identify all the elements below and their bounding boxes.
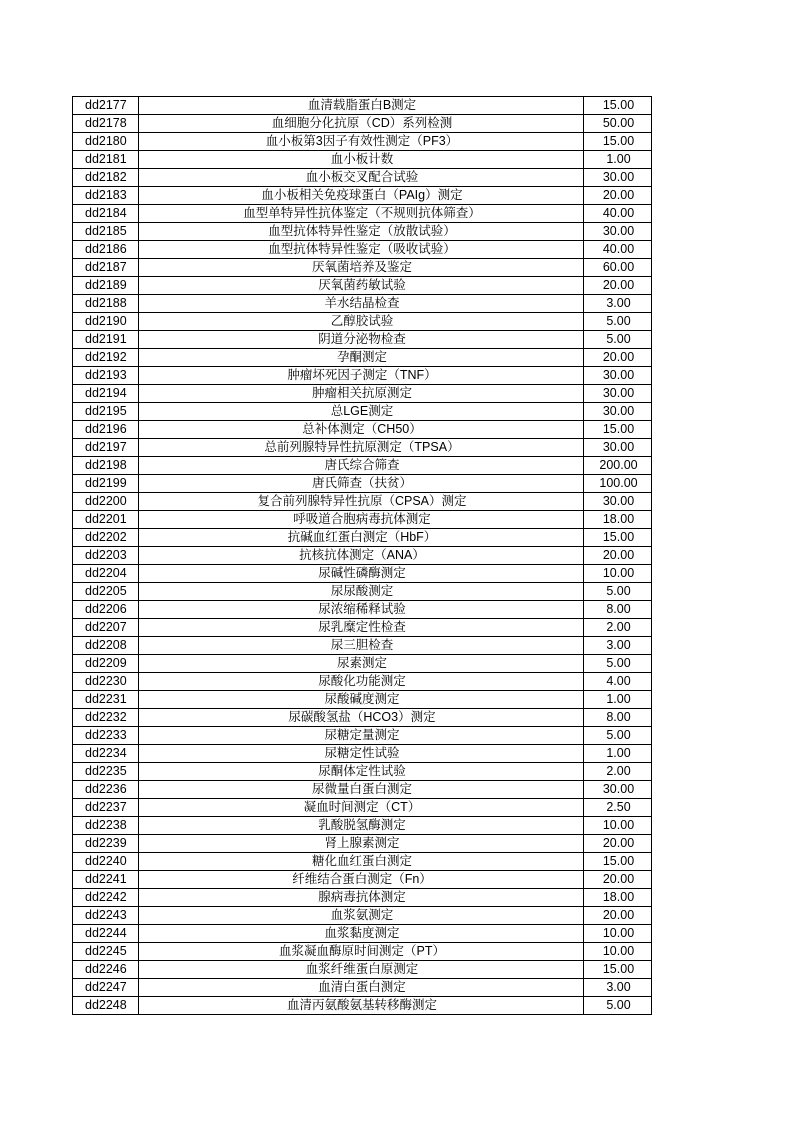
item-code-cell: dd2186: [73, 241, 139, 259]
item-price-cell: 10.00: [584, 925, 652, 943]
table-row: [73, 259, 652, 277]
item-code-cell: dd2199: [73, 475, 139, 493]
table-row: [73, 457, 652, 475]
table-row: [73, 421, 652, 439]
table-row: [73, 691, 652, 709]
item-code-cell: dd2244: [73, 925, 139, 943]
item-price-cell: 20.00: [584, 907, 652, 925]
item-name-cell: 厌氧菌培养及鉴定: [139, 259, 584, 277]
table-row: [73, 871, 652, 889]
item-name-cell: 凝血时间测定（CT）: [139, 799, 584, 817]
table-row: [73, 907, 652, 925]
table-row: [73, 367, 652, 385]
item-name-cell: 尿酮体定性试验: [139, 763, 584, 781]
item-code-cell: dd2237: [73, 799, 139, 817]
item-name-cell: 血浆黏度测定: [139, 925, 584, 943]
item-name-cell: 血小板相关免疫球蛋白（PAIg）测定: [139, 187, 584, 205]
table-row: [73, 403, 652, 421]
table-row: [73, 727, 652, 745]
item-name-cell: 肿瘤坏死因子测定（TNF）: [139, 367, 584, 385]
item-name-cell: 阴道分泌物检查: [139, 331, 584, 349]
table-row: [73, 853, 652, 871]
table-row: [73, 169, 652, 187]
table-row: [73, 835, 652, 853]
table-row: [73, 817, 652, 835]
table-row: [73, 475, 652, 493]
item-code-cell: dd2232: [73, 709, 139, 727]
item-code-cell: dd2191: [73, 331, 139, 349]
item-name-cell: 血浆氨测定: [139, 907, 584, 925]
item-name-cell: 血型单特异性抗体鉴定（不规则抗体筛查）: [139, 205, 584, 223]
item-code-cell: dd2203: [73, 547, 139, 565]
item-price-cell: 60.00: [584, 259, 652, 277]
item-name-cell: 血细胞分化抗原（CD）系列检测: [139, 115, 584, 133]
item-price-cell: 20.00: [584, 187, 652, 205]
table-row: [73, 205, 652, 223]
item-code-cell: dd2195: [73, 403, 139, 421]
item-price-cell: 5.00: [584, 727, 652, 745]
item-name-cell: 血小板交叉配合试验: [139, 169, 584, 187]
item-name-cell: 纤维结合蛋白测定（Fn）: [139, 871, 584, 889]
item-name-cell: 血小板第3因子有效性测定（PF3）: [139, 133, 584, 151]
item-price-cell: 15.00: [584, 97, 652, 115]
item-price-cell: 30.00: [584, 223, 652, 241]
fee-table: [72, 96, 652, 1015]
item-code-cell: dd2190: [73, 313, 139, 331]
item-price-cell: 3.00: [584, 637, 652, 655]
item-price-cell: 30.00: [584, 493, 652, 511]
item-code-cell: dd2177: [73, 97, 139, 115]
table-row: [73, 295, 652, 313]
item-name-cell: 血小板计数: [139, 151, 584, 169]
item-name-cell: 糖化血红蛋白测定: [139, 853, 584, 871]
item-price-cell: 30.00: [584, 367, 652, 385]
item-price-cell: 30.00: [584, 403, 652, 421]
item-code-cell: dd2181: [73, 151, 139, 169]
item-name-cell: 血清载脂蛋白B测定: [139, 97, 584, 115]
item-code-cell: dd2235: [73, 763, 139, 781]
table-row: [73, 223, 652, 241]
table-row: [73, 331, 652, 349]
table-row: [73, 493, 652, 511]
item-price-cell: 40.00: [584, 205, 652, 223]
table-row: [73, 763, 652, 781]
item-code-cell: dd2194: [73, 385, 139, 403]
item-name-cell: 尿糖定性试验: [139, 745, 584, 763]
item-price-cell: 18.00: [584, 511, 652, 529]
item-name-cell: 总补体测定（CH50）: [139, 421, 584, 439]
table-row: [73, 601, 652, 619]
item-code-cell: dd2182: [73, 169, 139, 187]
item-code-cell: dd2233: [73, 727, 139, 745]
item-name-cell: 血浆纤维蛋白原测定: [139, 961, 584, 979]
item-price-cell: 5.00: [584, 997, 652, 1015]
item-price-cell: 8.00: [584, 709, 652, 727]
item-name-cell: 尿三胆检查: [139, 637, 584, 655]
table-row: [73, 637, 652, 655]
item-name-cell: 尿素测定: [139, 655, 584, 673]
item-name-cell: 乳酸脱氢酶测定: [139, 817, 584, 835]
item-price-cell: 10.00: [584, 565, 652, 583]
item-price-cell: 1.00: [584, 745, 652, 763]
table-row: [73, 565, 652, 583]
table-row: [73, 529, 652, 547]
item-name-cell: 腺病毒抗体测定: [139, 889, 584, 907]
item-name-cell: 血清白蛋白测定: [139, 979, 584, 997]
item-name-cell: 乙醇胶试验: [139, 313, 584, 331]
item-price-cell: 5.00: [584, 331, 652, 349]
item-price-cell: 5.00: [584, 655, 652, 673]
item-code-cell: dd2196: [73, 421, 139, 439]
item-name-cell: 肾上腺素测定: [139, 835, 584, 853]
item-price-cell: 30.00: [584, 169, 652, 187]
item-price-cell: 1.00: [584, 151, 652, 169]
item-name-cell: 抗碱血红蛋白测定（HbF）: [139, 529, 584, 547]
item-name-cell: 唐氏综合筛查: [139, 457, 584, 475]
item-name-cell: 尿浓缩稀释试验: [139, 601, 584, 619]
item-code-cell: dd2231: [73, 691, 139, 709]
table-row: [73, 133, 652, 151]
item-code-cell: dd2207: [73, 619, 139, 637]
table-row: [73, 241, 652, 259]
item-name-cell: 尿酸碱度测定: [139, 691, 584, 709]
item-price-cell: 20.00: [584, 349, 652, 367]
item-name-cell: 尿乳糜定性检查: [139, 619, 584, 637]
item-name-cell: 血型抗体特异性鉴定（吸收试验）: [139, 241, 584, 259]
item-code-cell: dd2193: [73, 367, 139, 385]
item-price-cell: 100.00: [584, 475, 652, 493]
item-name-cell: 厌氧菌药敏试验: [139, 277, 584, 295]
table-row: [73, 799, 652, 817]
table-row: [73, 583, 652, 601]
table-row: [73, 97, 652, 115]
table-row: [73, 151, 652, 169]
table-row: [73, 781, 652, 799]
table-row: [73, 943, 652, 961]
item-code-cell: dd2205: [73, 583, 139, 601]
item-name-cell: 血型抗体特异性鉴定（放散试验）: [139, 223, 584, 241]
item-code-cell: dd2230: [73, 673, 139, 691]
table-row: [73, 709, 652, 727]
item-code-cell: dd2246: [73, 961, 139, 979]
table-row: [73, 187, 652, 205]
item-code-cell: dd2206: [73, 601, 139, 619]
item-code-cell: dd2189: [73, 277, 139, 295]
table-row: [73, 511, 652, 529]
item-code-cell: dd2239: [73, 835, 139, 853]
item-code-cell: dd2242: [73, 889, 139, 907]
item-code-cell: dd2238: [73, 817, 139, 835]
table-row: [73, 655, 652, 673]
item-price-cell: 15.00: [584, 853, 652, 871]
item-price-cell: 30.00: [584, 385, 652, 403]
item-price-cell: 20.00: [584, 277, 652, 295]
item-price-cell: 40.00: [584, 241, 652, 259]
item-price-cell: 20.00: [584, 871, 652, 889]
item-name-cell: 呼吸道合胞病毒抗体测定: [139, 511, 584, 529]
item-name-cell: 尿酸化功能测定: [139, 673, 584, 691]
item-code-cell: dd2185: [73, 223, 139, 241]
item-code-cell: dd2187: [73, 259, 139, 277]
item-code-cell: dd2201: [73, 511, 139, 529]
item-price-cell: 2.00: [584, 763, 652, 781]
table-row: [73, 349, 652, 367]
item-price-cell: 200.00: [584, 457, 652, 475]
item-name-cell: 肿瘤相关抗原测定: [139, 385, 584, 403]
item-price-cell: 15.00: [584, 961, 652, 979]
table-row: [73, 277, 652, 295]
item-price-cell: 4.00: [584, 673, 652, 691]
item-code-cell: dd2184: [73, 205, 139, 223]
item-code-cell: dd2200: [73, 493, 139, 511]
item-price-cell: 3.00: [584, 979, 652, 997]
item-price-cell: 15.00: [584, 529, 652, 547]
item-price-cell: 5.00: [584, 583, 652, 601]
item-price-cell: 3.00: [584, 295, 652, 313]
item-name-cell: 血清丙氨酸氨基转移酶测定: [139, 997, 584, 1015]
item-name-cell: 血浆凝血酶原时间测定（PT）: [139, 943, 584, 961]
item-price-cell: 20.00: [584, 835, 652, 853]
item-code-cell: dd2180: [73, 133, 139, 151]
item-code-cell: dd2198: [73, 457, 139, 475]
item-price-cell: 18.00: [584, 889, 652, 907]
table-row: [73, 619, 652, 637]
item-code-cell: dd2197: [73, 439, 139, 457]
item-name-cell: 羊水结晶检查: [139, 295, 584, 313]
item-price-cell: 20.00: [584, 547, 652, 565]
table-row: [73, 385, 652, 403]
item-name-cell: 尿糖定量测定: [139, 727, 584, 745]
table-row: [73, 925, 652, 943]
item-code-cell: dd2208: [73, 637, 139, 655]
item-code-cell: dd2245: [73, 943, 139, 961]
item-price-cell: 2.00: [584, 619, 652, 637]
table-row: [73, 439, 652, 457]
item-price-cell: 10.00: [584, 817, 652, 835]
item-price-cell: 15.00: [584, 133, 652, 151]
table-row: [73, 997, 652, 1015]
table-row: [73, 889, 652, 907]
item-name-cell: 总LGE测定: [139, 403, 584, 421]
item-name-cell: 尿微量白蛋白测定: [139, 781, 584, 799]
item-price-cell: 30.00: [584, 439, 652, 457]
item-code-cell: dd2234: [73, 745, 139, 763]
table-row: [73, 313, 652, 331]
item-name-cell: 总前列腺特异性抗原测定（TPSA）: [139, 439, 584, 457]
item-code-cell: dd2241: [73, 871, 139, 889]
item-code-cell: dd2202: [73, 529, 139, 547]
item-code-cell: dd2192: [73, 349, 139, 367]
item-code-cell: dd2243: [73, 907, 139, 925]
item-code-cell: dd2236: [73, 781, 139, 799]
item-name-cell: 尿碳酸氢盐（HCO3）测定: [139, 709, 584, 727]
table-row: [73, 115, 652, 133]
item-code-cell: dd2248: [73, 997, 139, 1015]
table-row: [73, 961, 652, 979]
item-code-cell: dd2178: [73, 115, 139, 133]
table-row: [73, 745, 652, 763]
item-code-cell: dd2247: [73, 979, 139, 997]
item-name-cell: 唐氏筛查（扶贫）: [139, 475, 584, 493]
item-price-cell: 10.00: [584, 943, 652, 961]
item-name-cell: 孕酮测定: [139, 349, 584, 367]
item-price-cell: 15.00: [584, 421, 652, 439]
table-row: [73, 979, 652, 997]
item-price-cell: 2.50: [584, 799, 652, 817]
item-code-cell: dd2188: [73, 295, 139, 313]
item-code-cell: dd2209: [73, 655, 139, 673]
item-price-cell: 50.00: [584, 115, 652, 133]
item-price-cell: 1.00: [584, 691, 652, 709]
table-row: [73, 673, 652, 691]
item-code-cell: dd2183: [73, 187, 139, 205]
item-name-cell: 抗核抗体测定（ANA）: [139, 547, 584, 565]
item-name-cell: 复合前列腺特异性抗原（CPSA）测定: [139, 493, 584, 511]
item-price-cell: 8.00: [584, 601, 652, 619]
item-name-cell: 尿尿酸测定: [139, 583, 584, 601]
item-code-cell: dd2240: [73, 853, 139, 871]
table-body: [73, 97, 652, 1015]
item-price-cell: 5.00: [584, 313, 652, 331]
table-row: [73, 547, 652, 565]
item-name-cell: 尿碱性磷酶测定: [139, 565, 584, 583]
item-code-cell: dd2204: [73, 565, 139, 583]
item-price-cell: 30.00: [584, 781, 652, 799]
